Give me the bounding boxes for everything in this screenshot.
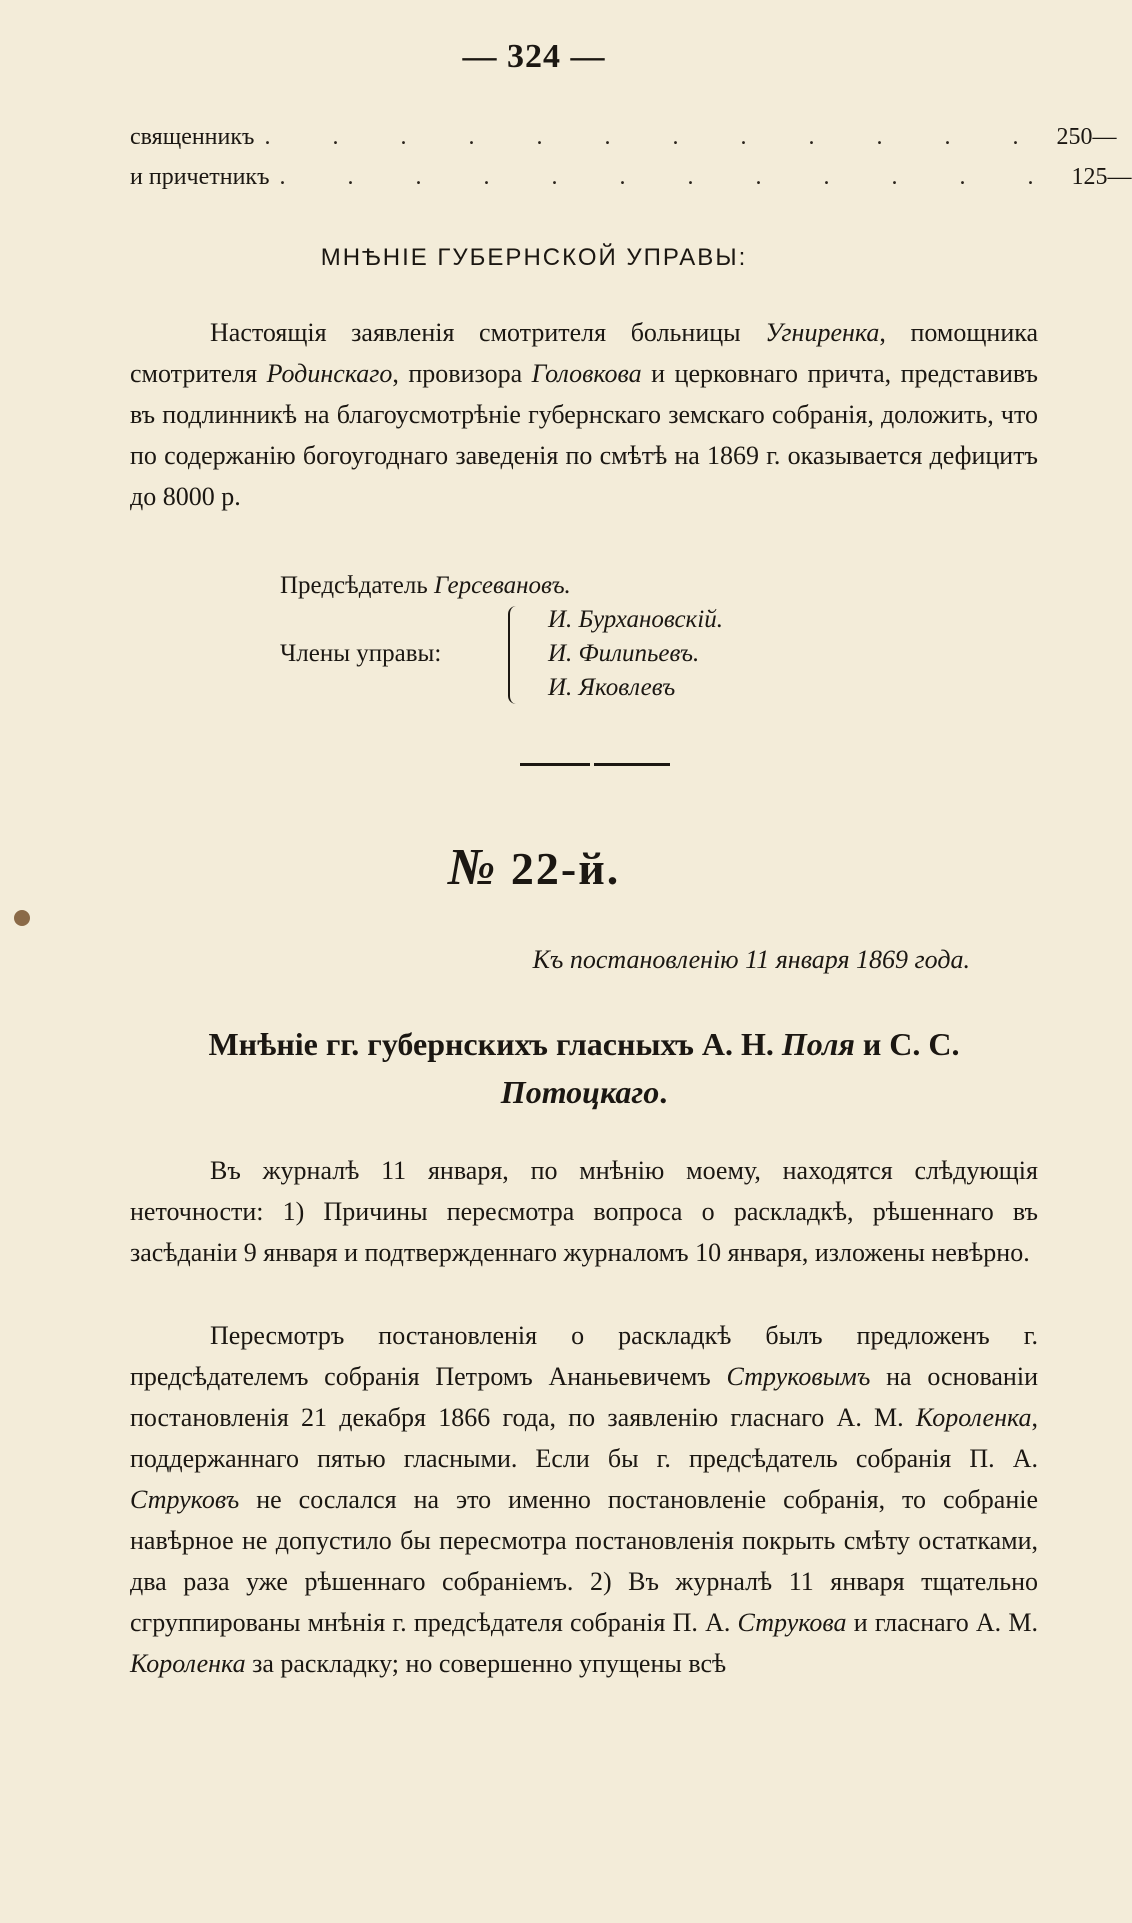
chair-name: Герсевановъ. <box>434 572 571 599</box>
number-sign: № <box>447 839 498 896</box>
row-value: 125 <box>1071 164 1108 190</box>
members-brace <box>508 606 520 704</box>
leader-dots: . . . . . . . . . . . . <box>264 124 1047 150</box>
opinion-paragraph: Настоящія заявленія смотрителя больницы Угниренка, помощника смотрителя Родинскаго, провизора Головкова и церковнаго причта, представивъ въ подлинникѣ на благоусмотрѣніе губернскаго земскаго собранія, доложить, что по содержанію богоугоднаго заведенія по смѣтѣ на 1869 г. оказывается дефицитъ до 8000 р. <box>130 318 1039 511</box>
salary-row-clerk <box>130 164 1132 200</box>
row-value: 250 <box>1056 124 1093 150</box>
section-number <box>0 838 1068 897</box>
body-paragraph-2: Пересмотръ постановленія о раскладкѣ былъ предложенъ г. предсѣдателемъ собранія Петромъ Ананьевичемъ Струковымъ на основаніи постановленія 21 декабря 1866 года, по заявленію гласнаго А. М. Короленка, поддержаннаго пятью гласными. Если бы г. предсѣдатель собранія П. А. Струковъ не сослался на это именно постановленіе собранія, то собраніе навѣрное не допустило бы пересмотра постановленія покрыть смѣту остатками, два раза уже рѣшеннаго собраніемъ. 2) Въ журналѣ 11 января тщательно сгруппированы мнѣнія г. предсѣдателя собранія П. А. Струкова и гласнаго А. М. Короленка за раскладку; но совершенно упущены всѣ <box>130 1321 1038 1678</box>
section-title: Мнѣніе гг. губернскихъ гласныхъ А. Н. Поля и С. С. Потоцкаго. <box>208 1026 960 1110</box>
leader-dots: . . . . . . . . . . . . <box>279 164 1062 190</box>
resolution-reference: Къ постановленію 11 января 1869 года. <box>532 945 970 974</box>
member-name: И. Филипьевъ. <box>548 640 700 667</box>
page-number: — 324 — <box>462 38 606 75</box>
row-label: священникъ <box>130 124 255 150</box>
row-label: и причетникъ <box>130 164 270 190</box>
chair-label: Предсѣдатель <box>280 572 428 599</box>
paper-stain <box>14 910 30 926</box>
member-name: И. Бурхановскій. <box>548 606 723 633</box>
salary-row-priest <box>130 124 1117 160</box>
divider-rule <box>520 763 590 766</box>
number-text: 22-й. <box>510 843 621 894</box>
body-paragraph-1: Въ журналѣ 11 января, по мнѣнію моему, находятся слѣдующія неточности: 1) Причины пересмотра вопроса о раскладкѣ, рѣшеннаго въ засѣданіи 9 января и подтвержденнаго журналомъ 10 января, изложены невѣрно. <box>130 1156 1038 1267</box>
members-label: Члены управы: <box>280 640 442 667</box>
row-dash: — <box>1092 124 1117 150</box>
row-dash: — <box>1107 164 1132 190</box>
chair-signature <box>280 572 571 600</box>
opinion-heading: МНѢНІЕ ГУБЕРНСКОЙ УПРАВЫ: <box>320 244 748 271</box>
divider-rule <box>594 763 670 766</box>
member-name: И. Яковлевъ <box>548 674 676 701</box>
